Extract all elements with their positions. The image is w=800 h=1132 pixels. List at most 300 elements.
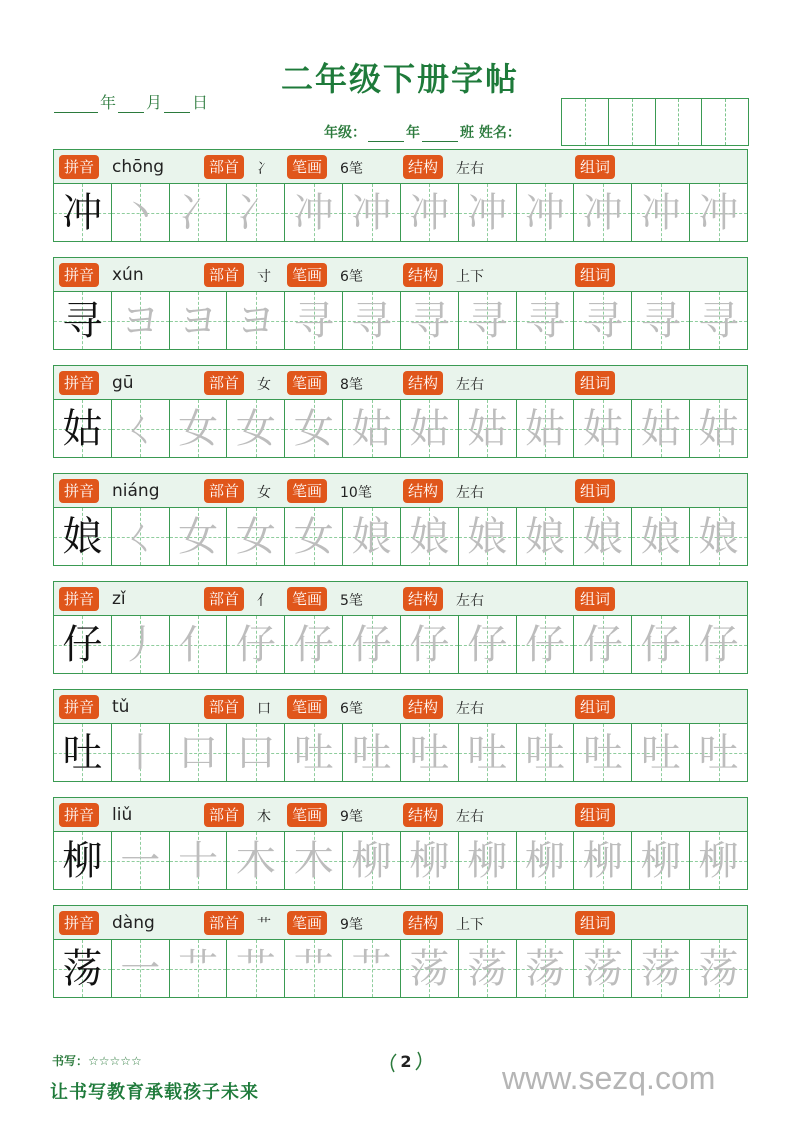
- trace-cell[interactable]: [574, 508, 632, 565]
- trace-cell[interactable]: [632, 184, 690, 241]
- trace-char: 冲: [698, 189, 739, 236]
- trace-cell[interactable]: [459, 616, 517, 673]
- trace-char: 柳: [640, 837, 681, 884]
- trace-char: 口: [178, 729, 219, 776]
- char-block: [53, 689, 748, 782]
- structure-value: 左右: [456, 485, 484, 501]
- trace-char: 仔: [409, 621, 450, 668]
- trace-cell[interactable]: [170, 292, 228, 349]
- trace-char: 艹: [235, 945, 276, 992]
- char-block: [53, 581, 748, 674]
- writing-grid: [53, 724, 748, 782]
- trace-cell[interactable]: [227, 508, 285, 565]
- strokes-value: 6笔: [340, 269, 363, 285]
- words-tag: 组词: [575, 803, 615, 827]
- structure-tag: 结构: [403, 911, 443, 935]
- trace-cell[interactable]: [574, 940, 632, 997]
- pinyin-value: dàng: [112, 913, 155, 933]
- words-tag: 组词: [575, 479, 615, 503]
- trace-cell[interactable]: [459, 940, 517, 997]
- trace-char: 女: [178, 405, 219, 452]
- trace-cell[interactable]: [285, 832, 343, 889]
- structure-tag: 结构: [403, 803, 443, 827]
- class-blank[interactable]: [422, 127, 458, 142]
- trace-char: 木: [293, 837, 334, 884]
- strokes-tag: 笔画: [287, 371, 327, 395]
- trace-char: 荡: [409, 945, 450, 992]
- char-info-header: [53, 473, 748, 508]
- trace-cell[interactable]: [285, 616, 343, 673]
- char-block: [53, 149, 748, 242]
- pinyin-tag: 拼音: [59, 803, 99, 827]
- trace-char: ㄑ: [120, 405, 161, 452]
- pinyin-value: zǐ: [112, 589, 126, 609]
- trace-cell[interactable]: [690, 400, 747, 457]
- trace-char: 冲: [467, 189, 508, 236]
- trace-cell[interactable]: [401, 508, 459, 565]
- trace-char: 丶: [120, 189, 161, 236]
- page-title: 二年级下册字帖: [280, 60, 519, 98]
- trace-char: 柳: [582, 837, 623, 884]
- model-cell: [54, 508, 112, 565]
- trace-cell[interactable]: [112, 400, 170, 457]
- trace-cell[interactable]: [285, 184, 343, 241]
- trace-char: 姑: [698, 405, 739, 452]
- trace-char: 冲: [582, 189, 623, 236]
- trace-char: 冲: [640, 189, 681, 236]
- trace-cell[interactable]: [690, 184, 747, 241]
- trace-cell[interactable]: [574, 616, 632, 673]
- trace-cell[interactable]: [517, 184, 575, 241]
- structure-value: 左右: [456, 377, 484, 393]
- trace-char: 女: [178, 513, 219, 560]
- strokes-tag: 笔画: [287, 695, 327, 719]
- trace-cell[interactable]: [170, 724, 228, 781]
- trace-char: 姑: [640, 405, 681, 452]
- pinyin-value: liǔ: [112, 805, 133, 825]
- trace-char: 女: [293, 405, 334, 452]
- strokes-tag: 笔画: [287, 479, 327, 503]
- writing-grid: [53, 400, 748, 458]
- trace-cell[interactable]: [343, 616, 401, 673]
- structure-tag: 结构: [403, 155, 443, 179]
- trace-cell[interactable]: [285, 292, 343, 349]
- radical-value: 木: [257, 809, 271, 825]
- trace-char: 柳: [351, 837, 392, 884]
- model-char: 仔: [62, 621, 103, 668]
- model-cell: [54, 832, 112, 889]
- trace-char: 吐: [640, 729, 681, 776]
- trace-cell[interactable]: [170, 616, 228, 673]
- model-char: 荡: [62, 945, 103, 992]
- char-info-header: [53, 905, 748, 940]
- trace-char: ヨ: [235, 297, 276, 344]
- strokes-tag: 笔画: [287, 155, 327, 179]
- strokes-tag: 笔画: [287, 803, 327, 827]
- year-label: 年: [100, 93, 117, 112]
- trace-cell[interactable]: [285, 724, 343, 781]
- trace-char: 艹: [293, 945, 334, 992]
- trace-char: 女: [293, 513, 334, 560]
- char-block: [53, 797, 748, 890]
- trace-char: 冲: [525, 189, 566, 236]
- radical-value: 女: [257, 485, 271, 501]
- trace-char: 荡: [467, 945, 508, 992]
- date-line: [52, 90, 208, 113]
- trace-cell[interactable]: [401, 292, 459, 349]
- structure-tag: 结构: [403, 479, 443, 503]
- trace-char: 寻: [525, 297, 566, 344]
- trace-char: 娘: [351, 513, 392, 560]
- trace-char: 吐: [351, 729, 392, 776]
- trace-cell[interactable]: [343, 184, 401, 241]
- trace-char: 寻: [582, 297, 623, 344]
- pinyin-value: tǔ: [112, 697, 130, 717]
- writing-grid: [53, 292, 748, 350]
- trace-char: 荡: [640, 945, 681, 992]
- trace-char: 姑: [409, 405, 450, 452]
- strokes-value: 6笔: [340, 701, 363, 717]
- trace-char: 仔: [698, 621, 739, 668]
- trace-cell[interactable]: [632, 940, 690, 997]
- trace-cell[interactable]: [343, 508, 401, 565]
- trace-cell[interactable]: [170, 940, 228, 997]
- trace-cell[interactable]: [632, 292, 690, 349]
- trace-char: 娘: [525, 513, 566, 560]
- model-char: 吐: [62, 729, 103, 776]
- trace-char: 冲: [351, 189, 392, 236]
- trace-cell[interactable]: [459, 184, 517, 241]
- words-tag: 组词: [575, 155, 615, 179]
- year-blank[interactable]: [54, 96, 98, 113]
- trace-char: 冫: [235, 189, 276, 236]
- trace-cell[interactable]: [632, 400, 690, 457]
- trace-char: ヨ: [178, 297, 219, 344]
- strokes-value: 5笔: [340, 593, 363, 609]
- model-cell: [54, 400, 112, 457]
- trace-char: 寻: [467, 297, 508, 344]
- trace-char: 柳: [698, 837, 739, 884]
- trace-char: 木: [235, 837, 276, 884]
- trace-char: 柳: [409, 837, 450, 884]
- char-block: [53, 905, 748, 998]
- trace-cell[interactable]: [690, 616, 747, 673]
- grade-label: 年级：: [324, 125, 366, 141]
- pinyin-tag: 拼音: [59, 155, 99, 179]
- trace-cell[interactable]: [690, 292, 747, 349]
- char-info-header: [53, 257, 748, 292]
- structure-value: 左右: [456, 809, 484, 825]
- trace-cell[interactable]: [112, 724, 170, 781]
- trace-cell[interactable]: [170, 400, 228, 457]
- trace-cell[interactable]: [517, 400, 575, 457]
- trace-char: 吐: [582, 729, 623, 776]
- trace-cell[interactable]: [227, 832, 285, 889]
- trace-char: 吐: [409, 729, 450, 776]
- trace-cell[interactable]: [343, 400, 401, 457]
- trace-cell[interactable]: [517, 724, 575, 781]
- writing-grid: [53, 184, 748, 242]
- trace-char: ヨ: [120, 297, 161, 344]
- trace-char: 荡: [525, 945, 566, 992]
- trace-char: 荡: [698, 945, 739, 992]
- char-info-header: [53, 581, 748, 616]
- trace-char: 吐: [467, 729, 508, 776]
- radical-value: 口: [257, 701, 271, 717]
- writing-grid: [53, 508, 748, 566]
- day-blank[interactable]: [164, 96, 190, 113]
- trace-char: 仔: [351, 621, 392, 668]
- trace-cell[interactable]: [401, 832, 459, 889]
- trace-cell[interactable]: [459, 724, 517, 781]
- student-info: [324, 122, 521, 142]
- trace-char: 冫: [178, 189, 219, 236]
- trace-cell[interactable]: [227, 292, 285, 349]
- pinyin-tag: 拼音: [59, 695, 99, 719]
- pinyin-tag: 拼音: [59, 371, 99, 395]
- trace-cell[interactable]: [227, 184, 285, 241]
- trace-char: 娘: [640, 513, 681, 560]
- model-cell: [54, 724, 112, 781]
- trace-char: 丿: [120, 621, 161, 668]
- trace-char: 女: [235, 513, 276, 560]
- pinyin-tag: 拼音: [59, 263, 99, 287]
- radical-tag: 部首: [204, 371, 244, 395]
- radical-tag: 部首: [204, 479, 244, 503]
- class-label: 班: [460, 125, 474, 141]
- trace-char: 仔: [235, 621, 276, 668]
- model-cell: [54, 292, 112, 349]
- structure-value: 左右: [456, 161, 484, 177]
- trace-char: 姑: [467, 405, 508, 452]
- name-label: 姓名：: [478, 125, 521, 141]
- trace-cell[interactable]: [112, 832, 170, 889]
- grade-blank[interactable]: [368, 127, 404, 142]
- month-blank[interactable]: [118, 96, 144, 113]
- radical-tag: 部首: [204, 155, 244, 179]
- trace-char: 口: [235, 729, 276, 776]
- trace-cell[interactable]: [632, 724, 690, 781]
- words-tag: 组词: [575, 911, 615, 935]
- trace-cell[interactable]: [227, 400, 285, 457]
- trace-cell[interactable]: [227, 724, 285, 781]
- structure-tag: 结构: [403, 263, 443, 287]
- model-cell: [54, 184, 112, 241]
- trace-char: 仔: [582, 621, 623, 668]
- model-cell: [54, 616, 112, 673]
- trace-cell[interactable]: [285, 940, 343, 997]
- trace-char: 娘: [409, 513, 450, 560]
- strokes-value: 6笔: [340, 161, 363, 177]
- trace-cell[interactable]: [459, 400, 517, 457]
- trace-char: 姑: [525, 405, 566, 452]
- month-label: 月: [146, 93, 163, 112]
- char-block: [53, 473, 748, 566]
- trace-char: 十: [178, 837, 219, 884]
- trace-char: 寻: [409, 297, 450, 344]
- page-number-text: 2: [400, 1052, 412, 1071]
- char-info-header: [53, 797, 748, 832]
- strokes-value: 9笔: [340, 809, 363, 825]
- trace-cell[interactable]: [285, 508, 343, 565]
- char-block: [53, 257, 748, 350]
- model-cell: [54, 940, 112, 997]
- trace-cell[interactable]: [401, 400, 459, 457]
- trace-char: 亻: [178, 621, 219, 668]
- trace-char: 一: [120, 945, 161, 992]
- trace-cell[interactable]: [459, 292, 517, 349]
- trace-char: 艹: [178, 945, 219, 992]
- trace-cell[interactable]: [690, 724, 747, 781]
- trace-cell[interactable]: [517, 940, 575, 997]
- radical-tag: 部首: [204, 803, 244, 827]
- char-info-header: [53, 689, 748, 724]
- trace-char: 仔: [293, 621, 334, 668]
- trace-cell[interactable]: [632, 616, 690, 673]
- site-watermark: www.sezq.com: [502, 1060, 716, 1096]
- radical-tag: 部首: [204, 695, 244, 719]
- trace-cell[interactable]: [401, 616, 459, 673]
- pinyin-value: chōng: [112, 157, 165, 177]
- trace-char: ㄑ: [120, 513, 161, 560]
- structure-value: 上下: [456, 269, 484, 285]
- trace-char: 娘: [698, 513, 739, 560]
- trace-cell[interactable]: [517, 292, 575, 349]
- radical-value: 寸: [257, 269, 271, 285]
- trace-cell[interactable]: [632, 832, 690, 889]
- strokes-tag: 笔画: [287, 587, 327, 611]
- structure-value: 左右: [456, 593, 484, 609]
- trace-cell[interactable]: [517, 832, 575, 889]
- model-char: 寻: [62, 297, 103, 344]
- trace-cell[interactable]: [401, 940, 459, 997]
- trace-char: 寻: [640, 297, 681, 344]
- trace-cell[interactable]: [112, 292, 170, 349]
- pinyin-value: xún: [112, 265, 144, 285]
- strokes-value: 8笔: [340, 377, 363, 393]
- strokes-value: 10笔: [340, 485, 372, 501]
- radical-value: 亻: [257, 593, 271, 609]
- trace-cell[interactable]: [574, 832, 632, 889]
- radical-value: 冫: [257, 161, 271, 177]
- trace-cell[interactable]: [343, 292, 401, 349]
- trace-cell[interactable]: [343, 940, 401, 997]
- trace-cell[interactable]: [574, 400, 632, 457]
- radical-tag: 部首: [204, 263, 244, 287]
- char-info-header: [53, 149, 748, 184]
- pinyin-value: niáng: [112, 481, 160, 501]
- writing-grid: [53, 940, 748, 998]
- trace-char: 女: [235, 405, 276, 452]
- trace-char: 姑: [351, 405, 392, 452]
- trace-cell[interactable]: [459, 508, 517, 565]
- pinyin-value: gū: [112, 373, 134, 393]
- trace-cell[interactable]: [112, 508, 170, 565]
- trace-cell[interactable]: [112, 184, 170, 241]
- trace-cell[interactable]: [112, 940, 170, 997]
- model-char: 柳: [62, 837, 103, 884]
- trace-char: 柳: [467, 837, 508, 884]
- trace-cell[interactable]: [401, 724, 459, 781]
- trace-cell[interactable]: [227, 616, 285, 673]
- trace-char: 娘: [467, 513, 508, 560]
- slogan: 让书写教育承载孩子未来: [50, 1082, 259, 1103]
- day-label: 日: [192, 93, 209, 112]
- radical-value: 女: [257, 377, 271, 393]
- trace-char: 荡: [582, 945, 623, 992]
- trace-cell[interactable]: [112, 616, 170, 673]
- strokes-tag: 笔画: [287, 911, 327, 935]
- strokes-tag: 笔画: [287, 263, 327, 287]
- grade-year-label: 年: [406, 125, 420, 141]
- model-char: 姑: [62, 405, 103, 452]
- trace-char: 寻: [698, 297, 739, 344]
- pinyin-tag: 拼音: [59, 911, 99, 935]
- trace-char: 仔: [640, 621, 681, 668]
- trace-char: 丨: [120, 729, 161, 776]
- writing-grid: [53, 832, 748, 890]
- trace-cell[interactable]: [690, 508, 747, 565]
- words-tag: 组词: [575, 587, 615, 611]
- trace-char: 寻: [293, 297, 334, 344]
- trace-cell[interactable]: [574, 184, 632, 241]
- radical-tag: 部首: [204, 911, 244, 935]
- words-tag: 组词: [575, 695, 615, 719]
- name-writing-box[interactable]: [561, 98, 749, 146]
- words-tag: 组词: [575, 371, 615, 395]
- radical-tag: 部首: [204, 587, 244, 611]
- trace-char: 吐: [525, 729, 566, 776]
- trace-cell[interactable]: [459, 832, 517, 889]
- trace-cell[interactable]: [170, 184, 228, 241]
- trace-char: 冲: [409, 189, 450, 236]
- char-info-header: [53, 365, 748, 400]
- trace-cell[interactable]: [632, 508, 690, 565]
- trace-cell[interactable]: [401, 184, 459, 241]
- model-char: 娘: [62, 513, 103, 560]
- trace-char: 吐: [293, 729, 334, 776]
- trace-cell[interactable]: [690, 832, 747, 889]
- model-char: 冲: [62, 189, 103, 236]
- trace-cell[interactable]: [574, 724, 632, 781]
- structure-value: 左右: [456, 701, 484, 717]
- trace-cell[interactable]: [170, 832, 228, 889]
- char-block: [53, 365, 748, 458]
- trace-cell[interactable]: [343, 832, 401, 889]
- trace-char: 仔: [525, 621, 566, 668]
- structure-tag: 结构: [403, 371, 443, 395]
- trace-cell[interactable]: [227, 940, 285, 997]
- trace-char: 一: [120, 837, 161, 884]
- trace-cell[interactable]: [517, 616, 575, 673]
- trace-char: 姑: [582, 405, 623, 452]
- trace-cell[interactable]: [690, 940, 747, 997]
- page-number: [386, 1048, 426, 1076]
- strokes-value: 9笔: [340, 917, 363, 933]
- trace-cell[interactable]: [517, 508, 575, 565]
- trace-char: 寻: [351, 297, 392, 344]
- trace-cell[interactable]: [574, 292, 632, 349]
- trace-char: 柳: [525, 837, 566, 884]
- trace-char: 吐: [698, 729, 739, 776]
- trace-cell[interactable]: [285, 400, 343, 457]
- structure-tag: 结构: [403, 695, 443, 719]
- structure-value: 上下: [456, 917, 484, 933]
- writing-grid: [53, 616, 748, 674]
- pinyin-tag: 拼音: [59, 479, 99, 503]
- trace-cell[interactable]: [170, 508, 228, 565]
- trace-cell[interactable]: [343, 724, 401, 781]
